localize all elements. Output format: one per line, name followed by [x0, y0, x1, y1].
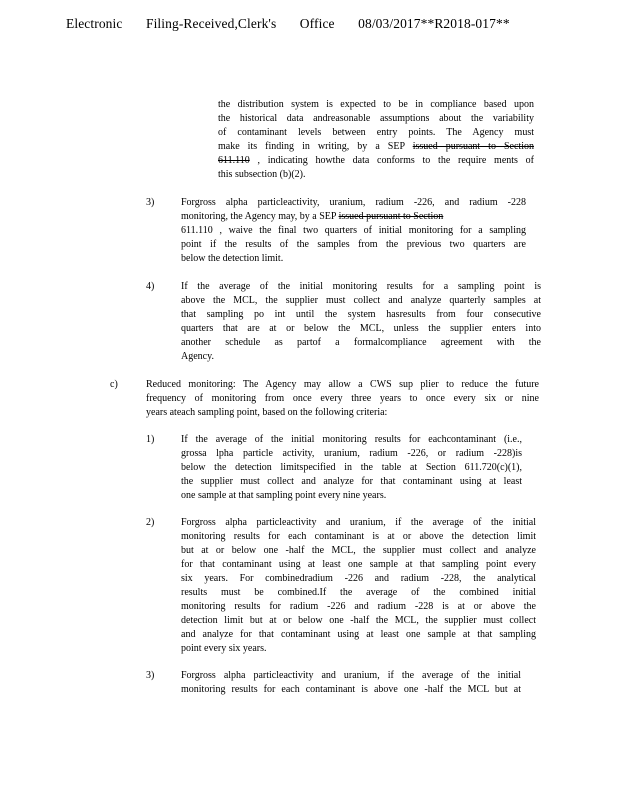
text-line [218, 140, 534, 154]
item-number: 3) [146, 197, 155, 208]
text-line: the distribution system is expected to be in compliance based upon [218, 99, 534, 110]
continued-paragraph [218, 98, 534, 182]
item-number: c) [110, 379, 118, 390]
struck-text: issued pursuant to Section [412, 141, 534, 152]
text-line: 611.110 , waive the final two quarters of initial monitoring for a sampling [181, 225, 526, 236]
text-line: years ateach sampling point, based on the following criteria: [146, 407, 388, 418]
text-line: this subsection (b)(2). [218, 169, 306, 180]
item-number: 4) [146, 281, 155, 292]
text-line: detection limit but at or below one -half the MCL, the supplier must collect [181, 615, 536, 626]
item-number: 3) [146, 670, 155, 681]
text-line: monitoring results for radium -226 and radium -228 is at or above the [181, 601, 536, 612]
text-line: monitoring results for each contaminant is above one -half the MCL but at [181, 684, 521, 695]
text-line: but at or below one -half the MCL, the supplier must collect and analyze [181, 545, 536, 556]
text-line: monitoring results for each contaminant is at or above the detection limit [181, 531, 536, 542]
text-line: and analyze for that contaminant using at least one sample at that sampling [181, 629, 536, 640]
text-line: point every six years. [181, 643, 267, 654]
text-line: results must be combined.If the average of the combined initial [181, 587, 536, 598]
item-c-paragraph [146, 378, 539, 420]
text-line [181, 210, 526, 224]
text-line: of contaminant levels between entry points. The Agency must [218, 127, 534, 138]
text-line: for that contaminant using at least one sample at that sampling point every [181, 559, 536, 570]
item-3-paragraph [181, 196, 526, 266]
header-filing-received: Filing-Received,Clerk's [145, 16, 277, 31]
text-line: quarters that are at or below the MCL, unless the supplier enters into [181, 323, 541, 334]
item-c1-paragraph [181, 433, 522, 503]
text-segment: monitoring, the Agency may, by a SEP [181, 211, 337, 222]
text-line: Forgross alpha particleactivity, uranium, radium -226, and radium -228 [181, 197, 526, 208]
header-office: Office [299, 16, 335, 31]
text-line: that sampling po int until the system hasresults from four consecutive [181, 309, 541, 320]
text-line: point if the results of the samples from the previous two quarters are [181, 239, 526, 250]
text-line: another schedule as partof a formalcompliance agreement with the [181, 337, 541, 348]
text-line: six years. For combinedradium -226 and radium -228, the analytical [181, 573, 536, 584]
item-c2-paragraph [181, 516, 536, 656]
text-segment: , indicating howthe data conforms to the require ments of [249, 155, 534, 166]
text-line: below the detection limitspecified in the table at Section 611.720(c)(1), [181, 462, 522, 473]
text-line: If the average of the initial monitoring results for a sampling point is [181, 281, 541, 292]
text-line: one sample at that sampling point every nine years. [181, 490, 387, 501]
item-number: 1) [146, 434, 155, 445]
item-4-paragraph [181, 280, 541, 364]
text-line: frequency of monitoring from once every three years to once every six or nine [146, 393, 539, 404]
header-docket: 08/03/2017**R2018-017** [358, 16, 510, 31]
text-line: grossa lpha particle activity, uranium, radium -226, or radium -228)is [181, 448, 522, 459]
page-header [66, 16, 530, 32]
text-line: Forgross alpha particleactivity and uranium, if the average of the initial [181, 517, 536, 528]
text-line: If the average of the initial monitoring results for eachcontaminant (i.e., [181, 434, 522, 445]
struck-text: 611.110 [218, 155, 250, 166]
text-line: Reduced monitoring: The Agency may allow a CWS sup plier to reduce the future [146, 379, 539, 390]
item-number: 2) [146, 517, 155, 528]
text-line: Forgross alpha particleactivity and uranium, if the average of the initial [181, 670, 521, 681]
text-line: above the MCL, the supplier must collect and analyze quarterly samples at [181, 295, 541, 306]
text-line: below the detection limit. [181, 253, 284, 264]
header-electronic: Electronic [66, 16, 123, 31]
text-segment: make its finding in writing, by a SEP [218, 141, 405, 152]
text-line: the supplier must collect and analyze for that contaminant using at least [181, 476, 522, 487]
struck-text: issued pursuant to Section [338, 211, 444, 222]
text-line: the historical data andreasonable assumptions about the variability [218, 113, 534, 124]
text-line [218, 154, 534, 168]
item-c3-paragraph [181, 669, 521, 697]
text-line: Agency. [181, 351, 214, 362]
